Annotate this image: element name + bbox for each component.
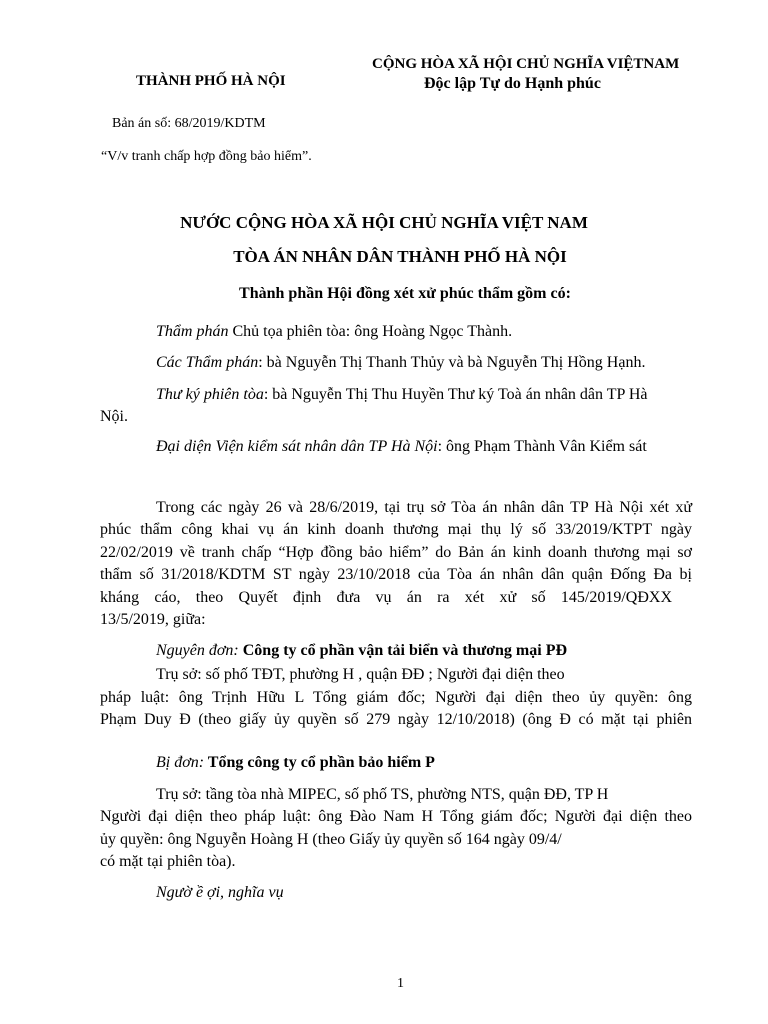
country-title: NƯỚC CỘNG HÒA XÃ HỘI CHỦ NGHĨA VIỆT NAM — [180, 213, 588, 232]
clerk-label: Thư ký phiên tòa — [156, 386, 264, 403]
plaintiff-line — [156, 640, 567, 662]
judges-label: Các Thẩm phán — [156, 354, 259, 371]
presiding-label: Thẩm phán — [156, 323, 229, 340]
plaintiff-address-1: Trụ sở: số phố TĐT, phường H , quận ĐĐ ; Người đại diện theo — [156, 666, 565, 683]
clerk-text: : bà Nguyễn Thị Thu Huyền Thư ký Toà án nhân dân TP Hà — [263, 386, 648, 403]
page-number: 1 — [397, 976, 404, 991]
para1-line-6: 13/5/2019, giữa: — [100, 611, 206, 628]
defendant-address-1: Trụ sở: tầng tòa nhà MIPEC, số phố TS, phường NTS, quận ĐĐ, TP H — [156, 786, 609, 803]
defendant-name: Tổng công ty cổ phần bảo hiểm P — [204, 754, 435, 771]
para1-line-3: 22/02/2019 về tranh chấp “Hợp đồng bảo hiểm” do Bản án kinh doanh thương mại sơ — [100, 544, 692, 561]
para1-line-5: kháng cáo, theo Quyết định đưa vụ án ra xét xử số 145/2019/QĐXX — [100, 589, 672, 606]
court-city: THÀNH PHỐ HÀ NỘI — [136, 73, 286, 89]
judges-text: : bà Nguyễn Thị Thanh Thủy và bà Nguyễn Thị Hồng Hạnh. — [258, 354, 646, 371]
defendant-label: Bị đơn: — [156, 754, 205, 771]
related-party-fragment: Ngườ ề ợi, nghĩa vụ — [156, 884, 284, 901]
defendant-address-3: ủy quyền: ông Nguyễn Hoàng H (theo Giấy ủy quyền số 164 ngày 09/4/ — [100, 831, 562, 848]
case-number: Bản án số: 68/2019/KDTM — [112, 116, 266, 131]
para1-line-2: phúc thẩm công khai vụ án kinh doanh thương mại thụ lý số 33/2019/KTPT ngày — [100, 521, 692, 538]
presiding-judge-line — [156, 321, 512, 343]
defendant-address-2: Người đại diện theo pháp luật: ông Đào Nam H Tổng giám đốc; Người đại diện theo — [100, 808, 692, 825]
defendant-address-4: có mặt tại phiên tòa). — [100, 853, 236, 870]
plaintiff-name: Công ty cổ phần vận tải biển và thương mại PĐ — [238, 642, 568, 659]
judges-line — [156, 352, 645, 374]
plaintiff-address-3: Phạm Duy Đ (theo giấy ủy quyền số 279 ngày 12/10/2018) (ông Đ có mặt tại phiên — [100, 711, 692, 728]
republic-heading: CỘNG HÒA XÃ HỘI CHỦ NGHĨA VIỆTNAM — [372, 56, 680, 72]
court-title: TÒA ÁN NHÂN DÂN THÀNH PHỐ HÀ NỘI — [233, 247, 567, 266]
procuracy-line — [156, 436, 647, 458]
defendant-line — [156, 752, 435, 774]
plaintiff-label: Nguyên đơn: — [156, 642, 239, 659]
para1-line-4: thẩm số 31/2018/KDTM ST ngày 23/10/2018 của Tòa án nhân dân quận Đống Đa bị — [100, 566, 692, 583]
panel-title: Thành phần Hội đồng xét xử phúc thẩm gồm có: — [239, 285, 571, 302]
motto: Độc lập Tự do Hạnh phúc — [424, 75, 601, 92]
para1-line-1: Trong các ngày 26 và 28/6/2019, tại trụ sở Tòa án nhân dân TP Hà Nội xét xử — [156, 499, 692, 516]
procuracy-text: : ông Phạm Thành Vân Kiểm sát — [437, 438, 647, 455]
plaintiff-address-2: pháp luật: ông Trịnh Hữu L Tổng giám đốc; Người đại diện theo ủy quyền: ông — [100, 689, 692, 706]
presiding-text: Chủ tọa phiên tòa: ông Hoàng Ngọc Thành. — [228, 323, 513, 340]
clerk-line — [156, 384, 647, 406]
case-subject: “V/v tranh chấp hợp đồng bảo hiểm”. — [101, 149, 312, 164]
procuracy-label: Đại diện Viện kiểm sát nhân dân TP Hà Nội — [156, 438, 438, 455]
clerk-line-continued: Nội. — [100, 408, 128, 425]
